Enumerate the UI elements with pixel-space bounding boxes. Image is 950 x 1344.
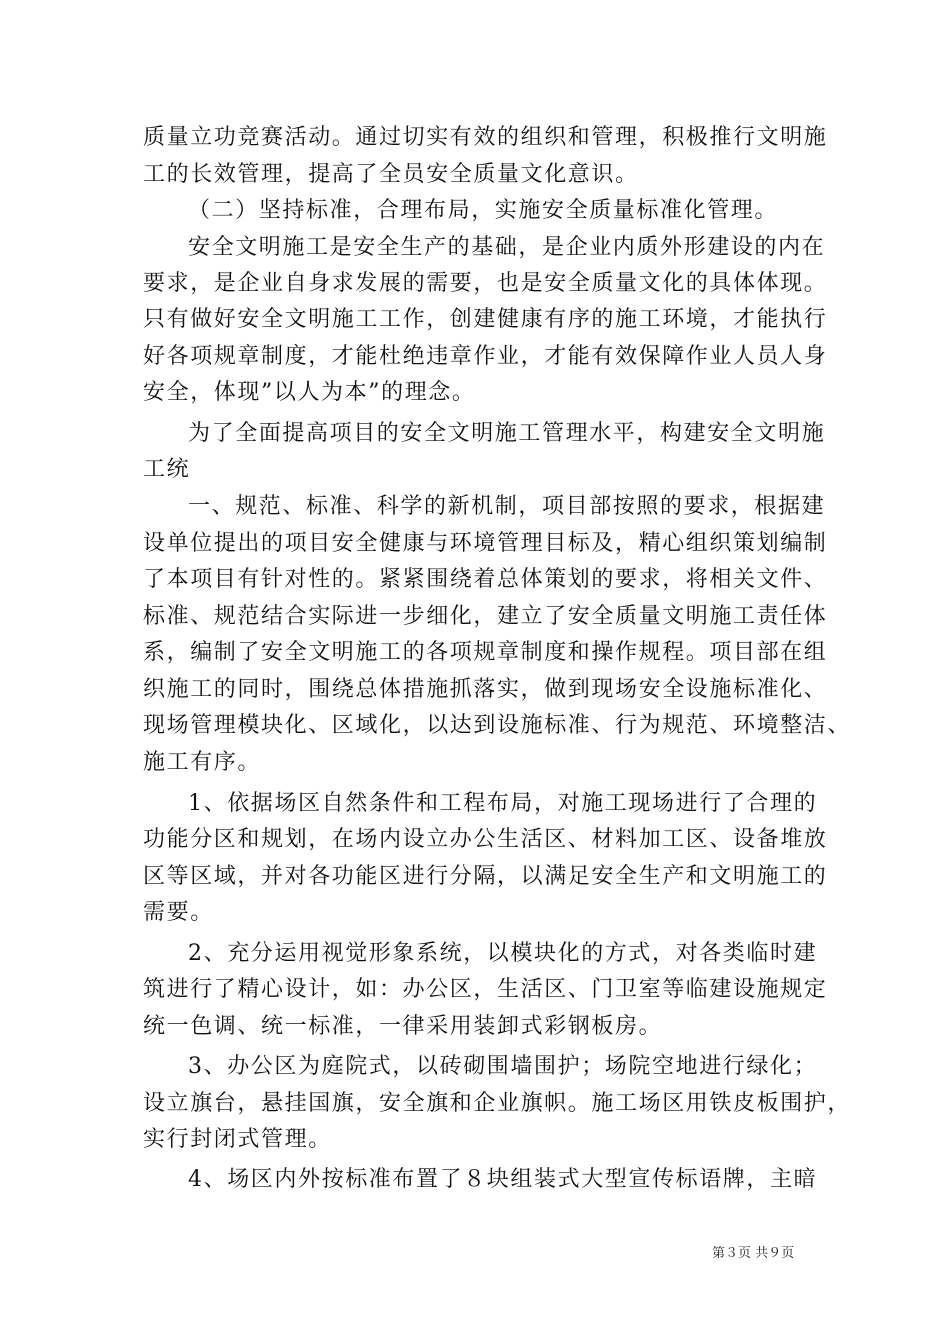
paragraph-line: 实行封闭式管理。 bbox=[143, 1127, 332, 1152]
paragraph-line: 了本项目有针对性的。紧紧围绕着总体策划的要求，将相关文件、 bbox=[143, 567, 828, 592]
paragraph-line: 系，编制了安全文明施工的各项规章制度和操作规程。项目部在组 bbox=[143, 640, 828, 665]
paragraph-line: 施工有序。 bbox=[143, 750, 262, 775]
paragraph-line: 统一色调、统一标准，一律采用装卸式彩钢板房。 bbox=[143, 1014, 663, 1039]
paragraph-line: 安全，体现”以人为本”的理念。 bbox=[143, 380, 476, 405]
paragraph-line: 工统 bbox=[143, 457, 191, 482]
paragraph-line: 现场管理模块化、区域化，以达到设施标准、行为规范、环境整洁、 bbox=[143, 713, 852, 738]
paragraph-line: 需要。 bbox=[143, 900, 214, 925]
page-number: 第３页 共９页 bbox=[712, 1246, 795, 1261]
paragraph-line: 3、办公区为庭院式，以砖砌围墙围护；场院空地进行绿化； bbox=[188, 1054, 818, 1079]
paragraph-line: 4、场区内外按标准布置了８块组装式大型宣传标语牌，主暗 bbox=[188, 1167, 818, 1192]
paragraph-line: 2、充分运用视觉形象系统，以模块化的方式，对各类临时建 bbox=[188, 941, 818, 966]
paragraph-line: 功能分区和规划，在场内设立办公生活区、材料加工区、设备堆放 bbox=[143, 827, 828, 852]
paragraph-line: 筑进行了精心设计，如：办公区，生活区、门卫室等临建设施规定 bbox=[143, 977, 828, 1002]
section-heading: （二）坚持标准，合理布局，实施安全质量标准化管理。 bbox=[188, 198, 779, 223]
paragraph-line: 设立旗台，悬挂国旗，安全旗和企业旗帜。施工场区用铁皮板围护， bbox=[143, 1091, 852, 1116]
paragraph-line: 一、规范、标准、科学的新机制，项目部按照的要求，根据建 bbox=[188, 494, 826, 519]
paragraph-line: 设单位提出的项目安全健康与环境管理目标及，精心组织策划编制 bbox=[143, 531, 828, 556]
paragraph-line: 区等区域，并对各功能区进行分隔，以满足安全生产和文明施工的 bbox=[143, 864, 828, 889]
paragraph-line: 标准、规范结合实际进一步细化，建立了安全质量文明施工责任体 bbox=[143, 604, 828, 629]
paragraph-line: 织施工的同时，围绕总体措施抓落实，做到现场安全设施标准化、 bbox=[143, 677, 828, 702]
paragraph-line: 只有做好安全文明施工工作，创建健康有序的施工环境，才能执行 bbox=[143, 307, 828, 332]
paragraph-line: 工的长效管理，提高了全员安全质量文化意识。 bbox=[143, 162, 639, 187]
paragraph-line: 1、依据场区自然条件和工程布局，对施工现场进行了合理的 bbox=[188, 791, 818, 816]
paragraph-line: 好各项规章制度，才能杜绝违章作业，才能有效保障作业人员人身 bbox=[143, 344, 828, 369]
paragraph-line: 质量立功竞赛活动。通过切实有效的组织和管理，积极推行文明施 bbox=[143, 125, 828, 150]
paragraph-line: 为了全面提高项目的安全文明施工管理水平，构建安全文明施 bbox=[188, 421, 826, 446]
paragraph-line: 安全文明施工是安全生产的基础，是企业内质外形建设的内在 bbox=[188, 235, 826, 260]
paragraph-line: 要求，是企业自身求发展的需要，也是安全质量文化的具体体现。 bbox=[143, 271, 828, 296]
